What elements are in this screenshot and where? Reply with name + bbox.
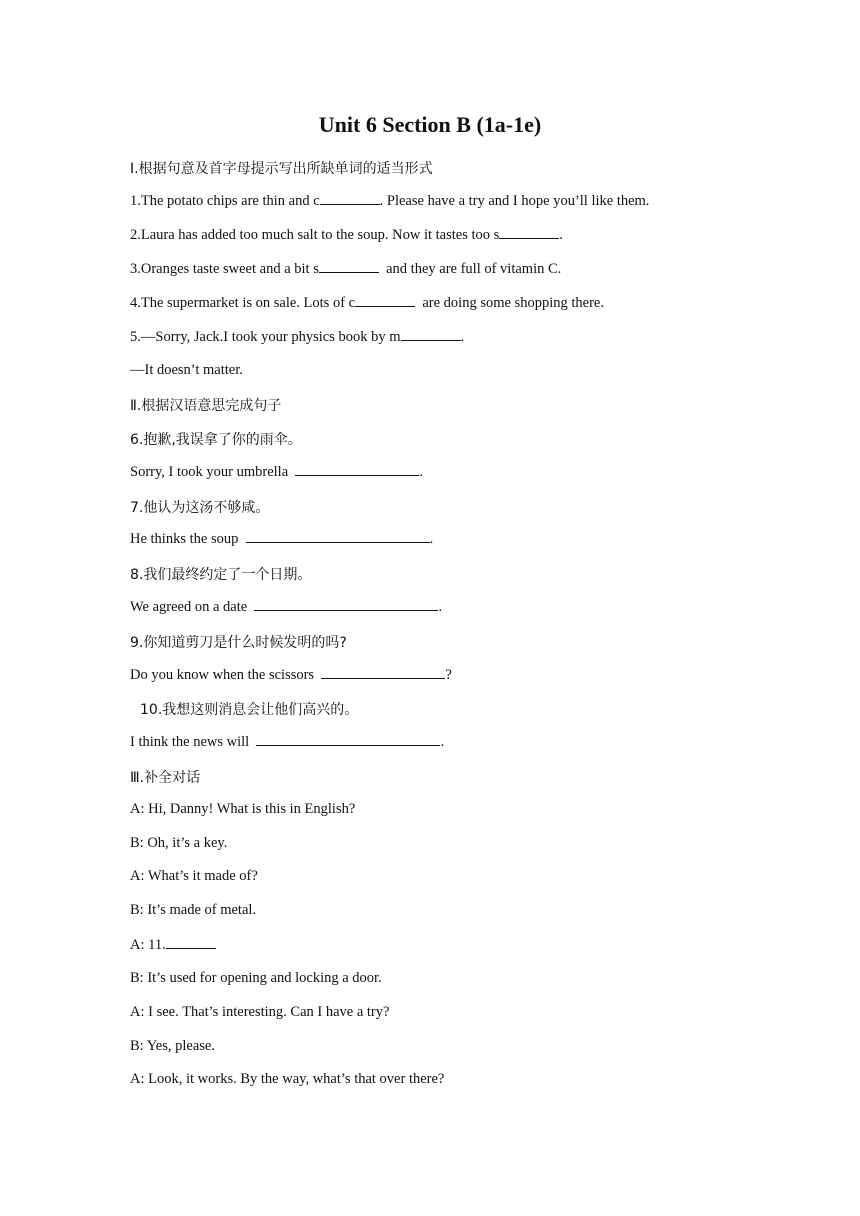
question-10-text: I think the news will	[130, 734, 257, 750]
question-4	[130, 294, 604, 312]
question-2-text: 2.Laura has added too much salt to the soup. Now it tastes too s	[130, 227, 500, 243]
question-3-text: 3.Oranges taste sweet and a bit s	[130, 261, 319, 277]
dialogue-line: A: Hi, Danny! What is this in English?	[130, 801, 356, 817]
question-1-tail: . Please have a try and I hope you’ll like them.	[379, 193, 650, 209]
question-6-text: Sorry, I took your umbrella	[130, 464, 296, 480]
question-5-tail: .	[460, 329, 465, 345]
question-9-end: ?	[445, 667, 452, 683]
page-title: Unit 6 Section B (1a-1e)	[318, 112, 542, 137]
dialogue-line: A: What’s it made of?	[130, 868, 258, 884]
question-8-end: .	[438, 599, 443, 615]
question-5	[130, 328, 464, 346]
question-4-tail: are doing some shopping there.	[415, 295, 604, 311]
section-2-heading: Ⅱ.根据汉语意思完成句子	[130, 398, 282, 414]
answer-blank-1[interactable]	[320, 192, 380, 205]
question-10-english	[130, 733, 444, 751]
question-6-english	[130, 463, 423, 481]
dialogue-line: B: Yes, please.	[130, 1038, 215, 1054]
question-7-text: He thinks the soup	[130, 531, 246, 547]
dialogue-line-11	[130, 936, 216, 954]
question-8-english	[130, 598, 442, 616]
question-2-tail: .	[559, 227, 563, 243]
question-8-text: We agreed on a date	[130, 599, 255, 615]
question-3-tail: and they are full of vitamin C.	[378, 261, 562, 277]
answer-blank-11[interactable]	[166, 936, 216, 949]
answer-blank-7[interactable]	[246, 530, 430, 543]
dialogue-line-11-text: A: 11.	[130, 937, 166, 953]
question-6-chinese: 6.抱歉,我误拿了你的雨伞。	[130, 432, 302, 448]
section-3-heading: Ⅲ.补全对话	[130, 770, 201, 786]
question-5-text: 5.—Sorry, Jack.I took your physics book by m	[130, 329, 401, 345]
question-6-end: .	[419, 464, 424, 480]
question-1-text: 1.The potato chips are thin and c	[130, 193, 320, 209]
question-1	[130, 192, 649, 210]
question-5-reply: —It doesn’t matter.	[130, 362, 243, 378]
answer-blank-6[interactable]	[295, 463, 419, 476]
question-9-text: Do you know when the scissors	[130, 667, 322, 683]
question-3	[130, 260, 561, 278]
answer-blank-3[interactable]	[319, 260, 379, 273]
question-10-chinese: 10.我想这则消息会让他们高兴的。	[140, 702, 359, 718]
question-4-text: 4.The supermarket is on sale. Lots of c	[130, 295, 356, 311]
question-7-chinese: 7.他认为这汤不够咸。	[130, 500, 270, 516]
dialogue-line: A: I see. That’s interesting. Can I have a try?	[130, 1004, 390, 1020]
section-1-heading: Ⅰ.根据句意及首字母提示写出所缺单词的适当形式	[130, 161, 433, 177]
dialogue-line: B: Oh, it’s a key.	[130, 835, 228, 851]
answer-blank-2[interactable]	[499, 226, 559, 239]
answer-blank-8[interactable]	[254, 598, 438, 611]
answer-blank-4[interactable]	[355, 294, 415, 307]
answer-blank-5[interactable]	[401, 328, 461, 341]
question-10-end: .	[440, 734, 445, 750]
dialogue-line: B: It’s used for opening and locking a door.	[130, 970, 382, 986]
question-9-english	[130, 666, 452, 684]
dialogue-line: A: Look, it works. By the way, what’s that over there?	[130, 1071, 445, 1087]
dialogue-line: B: It’s made of metal.	[130, 902, 257, 918]
question-9-chinese: 9.你知道剪刀是什么时候发明的吗?	[130, 635, 347, 651]
answer-blank-9[interactable]	[321, 666, 445, 679]
question-8-chinese: 8.我们最终约定了一个日期。	[130, 567, 312, 583]
question-7-end: .	[429, 531, 434, 547]
question-7-english	[130, 530, 433, 548]
question-2	[130, 226, 563, 244]
answer-blank-10[interactable]	[256, 733, 440, 746]
